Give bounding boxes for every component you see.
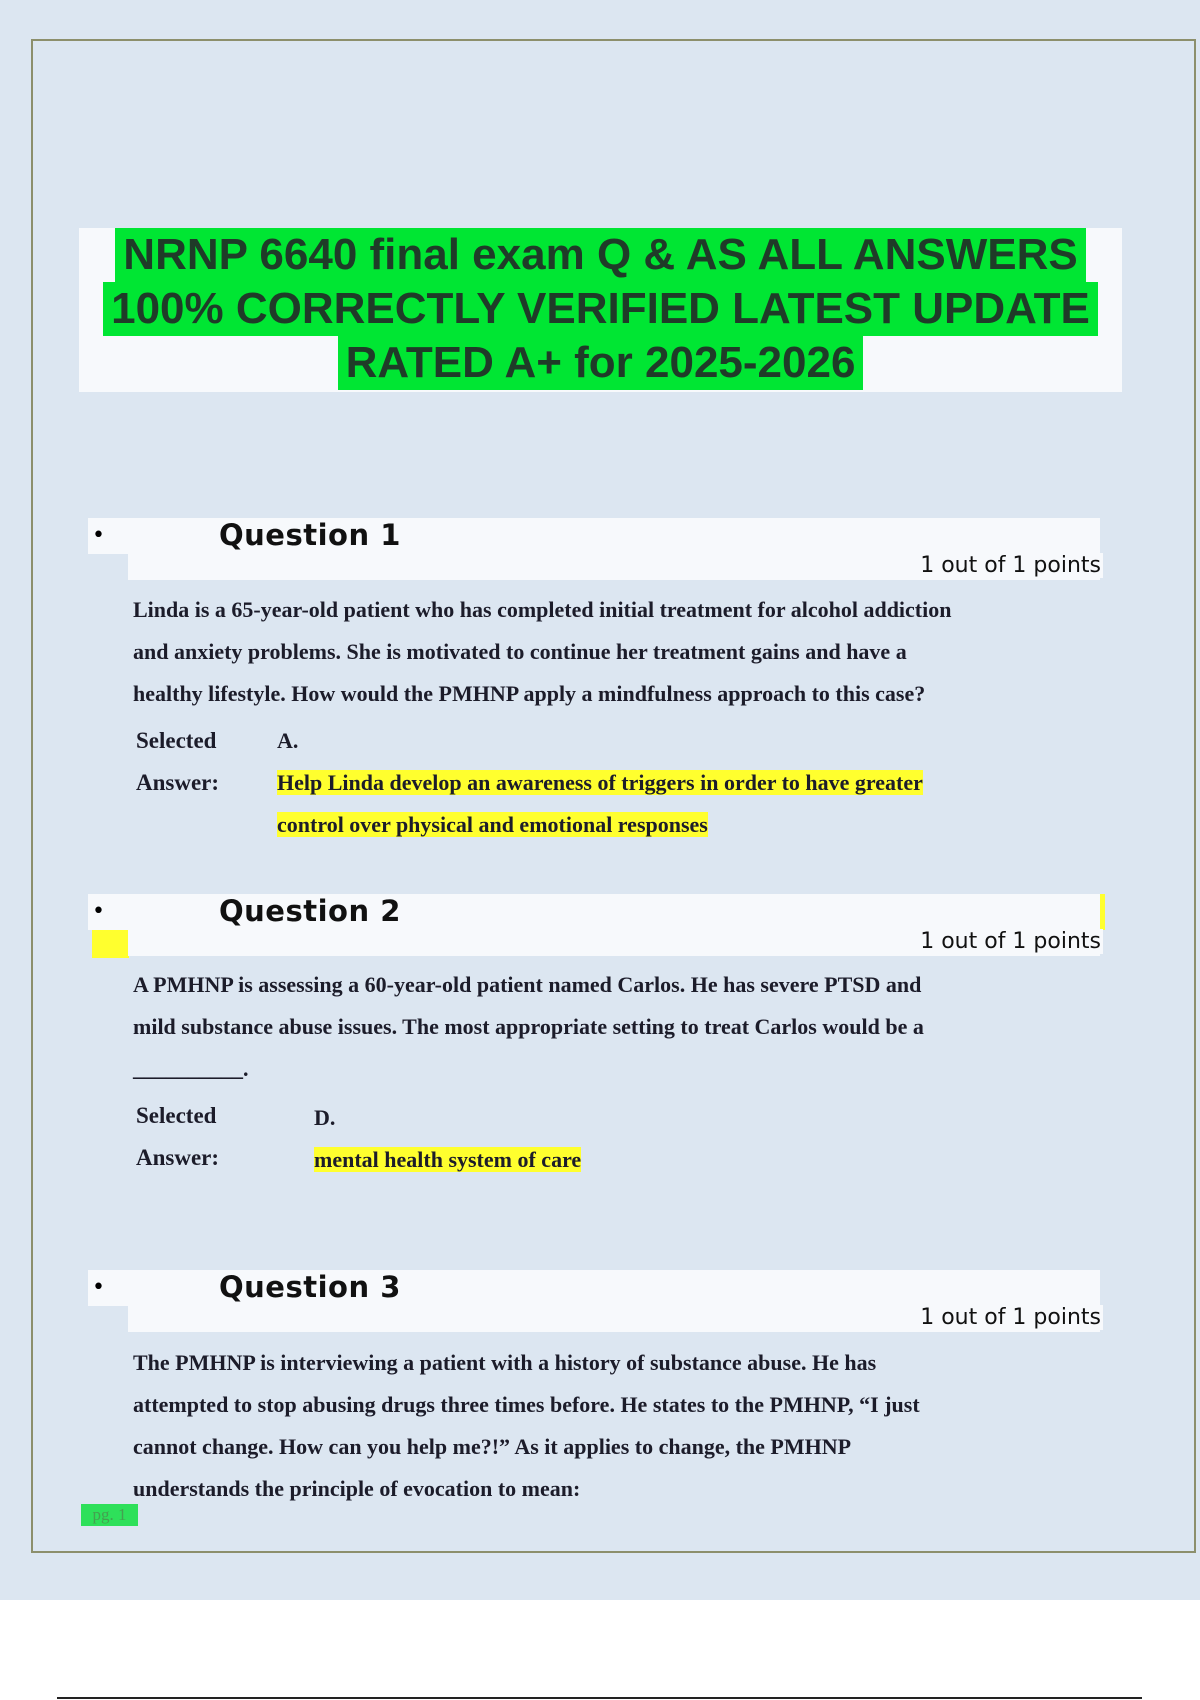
bullet-icon: • xyxy=(88,894,128,930)
question-text-line: Linda is a 65-year-old patient who has completed initial treatment for alcohol addiction xyxy=(133,597,952,622)
question-text-line: understands the principle of evocation to mean: xyxy=(133,1476,581,1501)
divider xyxy=(57,1697,1142,1699)
question-text xyxy=(133,964,1073,1090)
title-line-3: RATED A+ for 2025-2026 xyxy=(338,336,864,390)
question-text xyxy=(133,1342,1073,1510)
question-text-line: The PMHNP is interviewing a patient with a history of substance abuse. He has xyxy=(133,1350,877,1375)
bullet-icon: • xyxy=(88,1270,128,1306)
answer-letter: A. xyxy=(277,728,299,753)
answer-letter xyxy=(314,1097,335,1139)
answer-label: Answer: xyxy=(136,1145,220,1170)
answer-text-line: Help Linda develop an awareness of triggers in order to have greater xyxy=(277,770,923,795)
selected-label: Selected xyxy=(136,1103,217,1128)
answer-text-line: control over physical and emotional responses xyxy=(277,812,708,837)
question-title: Question 2 xyxy=(219,894,401,928)
question-text-line: cannot change. How can you help me?!” As it applies to change, the PMHNP xyxy=(133,1434,852,1459)
answer-letter-text: D. xyxy=(314,1105,336,1130)
selected-label: Selected xyxy=(136,728,217,753)
page-number: pg. 1 xyxy=(81,1504,138,1526)
selected-answer-label xyxy=(136,1095,219,1179)
title-line-1: NRNP 6640 final exam Q & AS ALL ANSWERS xyxy=(115,228,1085,282)
question-text-line: mild substance abuse issues. The most appropriate setting to treat Carlos would be a xyxy=(133,1014,924,1039)
highlight-mark xyxy=(92,930,129,958)
document-title xyxy=(79,228,1122,392)
question-text xyxy=(133,589,1073,715)
question-title: Question 1 xyxy=(219,518,401,552)
answer-text xyxy=(314,1139,581,1181)
question-title: Question 3 xyxy=(219,1270,401,1304)
points-label: 1 out of 1 points xyxy=(920,929,1101,954)
question-text-line: attempted to stop abusing drugs three times before. He states to the PMHNP, “I just xyxy=(133,1392,920,1417)
question-text-line: and anxiety problems. She is motivated to continue her treatment gains and have a xyxy=(133,639,907,664)
answer-label: Answer: xyxy=(136,770,220,795)
answer-text xyxy=(277,762,923,846)
title-line-2: 100% CORRECTLY VERIFIED LATEST UPDATE xyxy=(103,282,1098,336)
answer-text-line: mental health system of care xyxy=(314,1147,582,1172)
points-label: 1 out of 1 points xyxy=(920,553,1101,578)
selected-answer-label xyxy=(136,720,219,804)
points-label: 1 out of 1 points xyxy=(920,1305,1101,1330)
question-text-line: A PMHNP is assessing a 60-year-old patient named Carlos. He has severe PTSD and xyxy=(133,972,922,997)
question-text-line: __________. xyxy=(133,1056,249,1081)
bullet-icon: • xyxy=(88,518,128,554)
question-text-line: healthy lifestyle. How would the PMHNP apply a mindfulness approach to this case? xyxy=(133,681,926,706)
highlight-mark xyxy=(1100,894,1105,930)
